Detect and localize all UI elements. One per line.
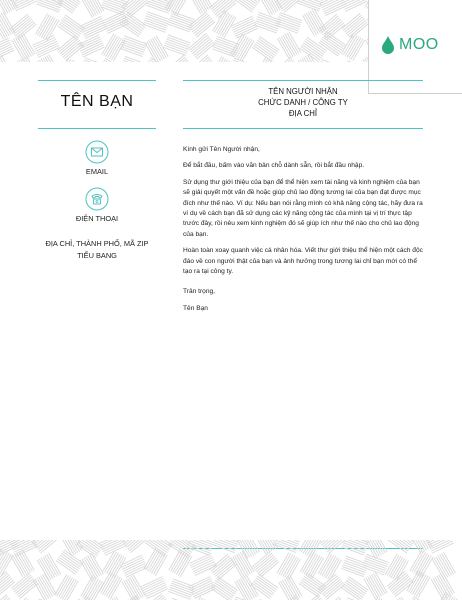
right-recipient-rule	[183, 128, 423, 129]
sender-name: TÊN BẠN	[60, 93, 134, 110]
pattern-tile	[342, 540, 369, 555]
pattern-tile	[189, 0, 212, 14]
pattern-tile	[104, 596, 127, 600]
recipient-block	[183, 86, 423, 119]
pattern-tile	[189, 554, 216, 576]
pattern-tile	[80, 16, 107, 38]
left-name-rule	[38, 128, 156, 129]
pattern-tile	[166, 55, 193, 62]
recipient-address: ĐỊA CHỈ	[288, 109, 318, 118]
pattern-tile	[120, 36, 147, 57]
pattern-tile	[275, 0, 302, 13]
pattern-tile	[252, 551, 279, 577]
envelope-icon	[85, 140, 109, 164]
pattern-tile	[0, 595, 15, 600]
pattern-tile	[406, 596, 433, 600]
pattern-tile	[143, 594, 170, 600]
pattern-tile	[145, 540, 172, 556]
pattern-tile	[168, 579, 195, 600]
footer-pattern	[0, 540, 462, 600]
pattern-tile	[163, 35, 190, 56]
pattern-tile	[387, 571, 414, 597]
paragraph-3: Hoàn toàn xoay quanh việc cá nhân hóa. Viết thư giới thiệu thể hiện một cách độc đáo về con người thật của bạn và ảnh hưởng trong tương lai chỉ bạn mới có thể tạo ra tại công ty.	[183, 247, 423, 276]
pattern-tile	[299, 540, 322, 558]
pattern-tile	[11, 549, 34, 576]
address-line-2: TIỂU BANG	[77, 251, 117, 260]
pattern-tile	[81, 576, 104, 600]
pattern-tile	[12, 33, 35, 60]
pattern-tile	[80, 58, 107, 62]
pattern-tile	[272, 57, 299, 62]
pattern-tile	[122, 540, 149, 553]
pattern-tile	[60, 540, 83, 556]
pattern-tile	[188, 12, 215, 38]
pattern-tile	[120, 555, 147, 577]
pattern-tile	[143, 12, 170, 33]
pattern-tile	[144, 548, 167, 575]
paragraph-1: Để bắt đầu, bấm vào văn bản chỗ dành sẵn, rồi bắt đầu nhập.	[183, 162, 365, 170]
address-line-1: ĐỊA CHỈ, THÀNH PHỐ, MÃ ZIP	[45, 239, 149, 248]
pattern-tile	[279, 575, 302, 600]
left-top-rule	[38, 80, 156, 81]
pattern-tile	[0, 571, 15, 597]
pattern-tile	[80, 0, 103, 18]
pattern-tile	[98, 58, 125, 62]
pattern-tile	[317, 59, 344, 62]
pattern-tile	[168, 12, 195, 33]
pattern-tile	[299, 37, 326, 62]
pattern-tile	[254, 12, 281, 33]
pattern-tile	[57, 35, 84, 61]
pattern-tile	[233, 0, 260, 12]
pattern-tile	[275, 13, 302, 34]
pattern-tile	[57, 15, 84, 40]
pattern-tile	[0, 12, 15, 39]
phone-label: ĐIỆN THOẠI	[75, 214, 119, 223]
pattern-tile	[187, 540, 214, 555]
pattern-tile	[122, 575, 145, 600]
salutation: Kính gửi Tên Người nhận,	[183, 146, 260, 153]
logo-text: MOO	[399, 36, 439, 53]
drop-icon	[381, 36, 395, 54]
pattern-tile	[210, 577, 237, 600]
pattern-tile	[297, 0, 324, 11]
pattern-tile	[273, 540, 300, 552]
pattern-tile	[300, 595, 327, 600]
recipient-name: TÊN NGƯỜI NHẬN	[268, 87, 338, 96]
closing: Trân trọng,	[183, 288, 216, 296]
pattern-tile	[0, 0, 17, 14]
pattern-tile	[55, 574, 78, 600]
pattern-tile	[362, 554, 389, 575]
pattern-tile	[387, 540, 414, 553]
pattern-tile	[213, 10, 236, 37]
pattern-tile	[277, 552, 300, 579]
pattern-tile	[56, 550, 83, 575]
pattern-tile	[102, 34, 125, 61]
sender-address	[38, 238, 156, 262]
pattern-tile	[341, 556, 368, 577]
pattern-tile	[32, 35, 59, 57]
pattern-tile	[119, 12, 146, 37]
letter-body	[183, 145, 423, 320]
pattern-tile	[189, 55, 216, 62]
pattern-tile	[57, 58, 80, 62]
pattern-tile	[11, 573, 38, 599]
pattern-tile	[189, 597, 212, 600]
recipient-title-company: CHỨC DANH / CÔNG TY	[258, 98, 348, 107]
pattern-tile	[36, 14, 59, 41]
email-label: EMAIL	[85, 167, 109, 176]
pattern-tile	[188, 33, 215, 59]
pattern-tile	[0, 55, 13, 62]
pattern-tile	[426, 540, 453, 553]
pattern-tile	[9, 14, 36, 40]
pattern-tile	[212, 540, 239, 553]
pattern-tile	[364, 572, 387, 599]
pattern-tile	[15, 56, 38, 62]
right-top-rule	[183, 80, 423, 81]
pattern-tile	[120, 56, 147, 62]
pattern-tile	[364, 540, 387, 558]
signature: Tên Bạn	[183, 304, 208, 312]
pattern-tile	[299, 573, 326, 598]
pattern-tile	[77, 35, 104, 57]
phone-icon	[85, 187, 109, 211]
pattern-tile	[145, 36, 168, 62]
pattern-tile	[169, 549, 192, 576]
pattern-tile	[277, 32, 300, 59]
pattern-tile	[189, 576, 216, 598]
pattern-tile	[210, 56, 233, 62]
pattern-tile	[320, 540, 347, 554]
pattern-tile	[343, 61, 370, 62]
paragraph-2: Sử dụng thư giới thiệu của bạn để thể hiện xem tài năng và kinh nghiệm của bạn sẽ giải quyết một vấn đề hoặc giúp chủ lao động tương lai của bạn đạt được mục đích như thế nào. Ví dụ: Nếu bạn nói rằng mình có khả năng cộng tác, hãy đưa ra ví dụ về cách bạn đã sử dụng các kỹ năng cộng tác của mình tại vị trí thực tập trước đây, rồi nêu xem kinh nghiệm đó sẽ giúp ích như thế nào cho chủ lao động của bạn.	[183, 178, 423, 238]
